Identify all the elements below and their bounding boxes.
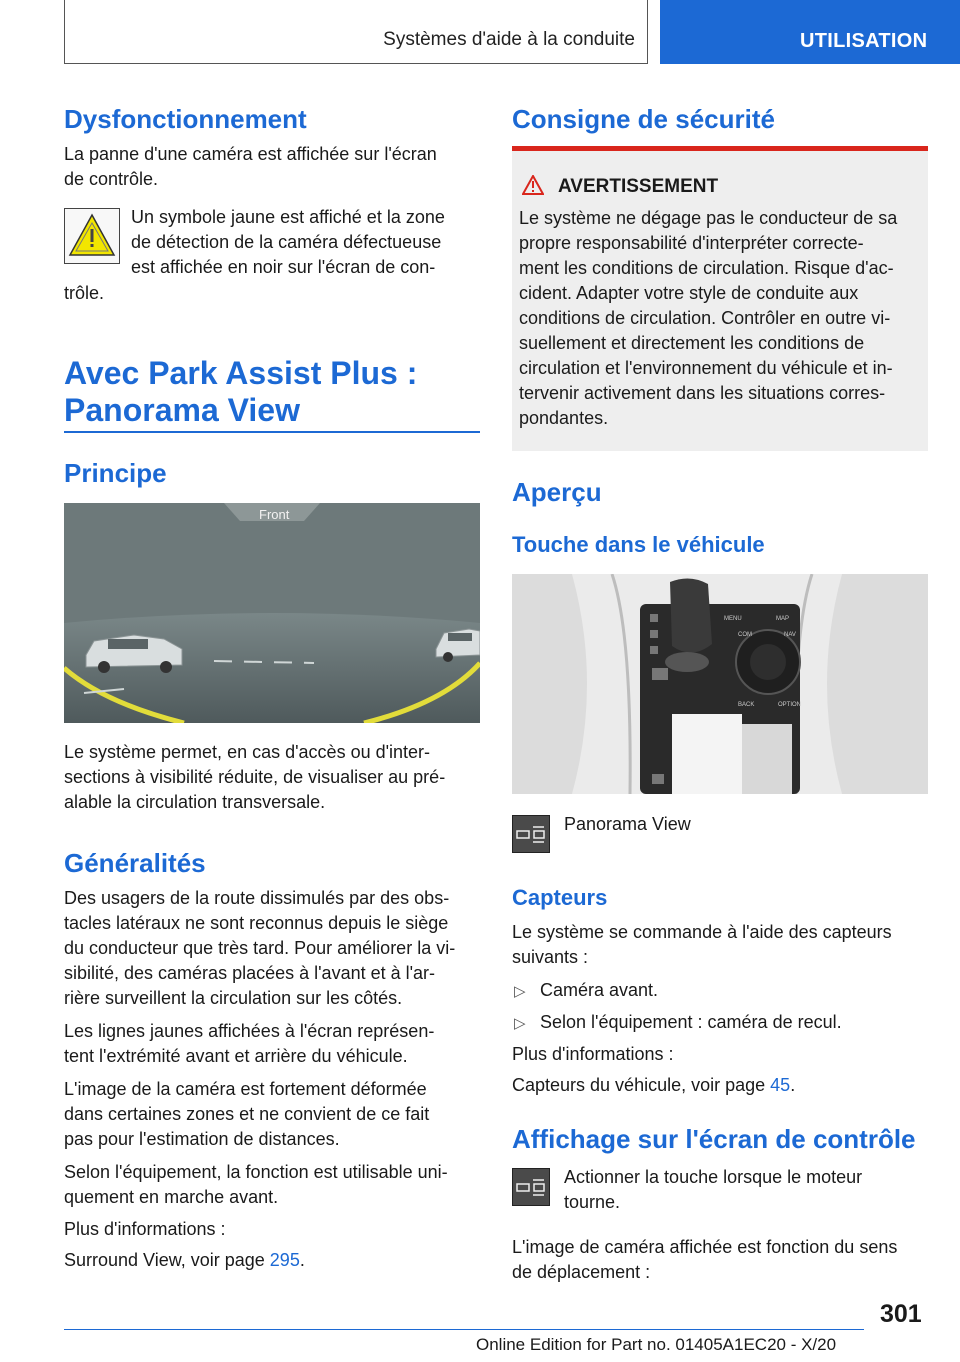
gen-p1-line3: du conducteur que très tard. Pour améliorer la vi- [64, 938, 456, 958]
gen-p3-line2: dans certaines zones et ne convient de ce fait [64, 1104, 430, 1124]
warning-line3: ment les conditions de circulation. Risque d'ac- [519, 258, 894, 278]
page-45-link[interactable]: 45 [770, 1075, 791, 1095]
console-image [512, 574, 928, 794]
gen-p2-line1: Les lignes jaunes affichées à l'écran représen- [64, 1021, 435, 1041]
gen-p4-line1: Selon l'équipement, la fonction est utilisable uni- [64, 1162, 448, 1182]
footer-edition: Online Edition for Part no. 01405A1EC20 - X/20 [476, 1335, 837, 1354]
capteurs-heading: Capteurs [512, 885, 608, 910]
bullet-item-1: Caméra avant. [540, 980, 659, 1000]
affichage-p-line2: tourne. [564, 1192, 621, 1212]
console-map-label: MAP [776, 616, 790, 622]
page-295-link[interactable]: 295 [269, 1250, 300, 1270]
warning-line7: circulation et l'environnement du véhicule et in- [519, 358, 893, 378]
gen-more-info: Plus d'informations : [64, 1219, 226, 1239]
gen-p1-line5: rière surveillent la circulation sur les côtés. [64, 988, 403, 1008]
footer-divider [64, 1329, 864, 1330]
warning-icon [522, 175, 544, 195]
capteurs-ref-end: . [790, 1075, 796, 1095]
capteurs-ref-text: Capteurs du véhicule, voir page [512, 1075, 771, 1095]
last-p-line2: de déplacement : [512, 1262, 651, 1282]
bullet-item-2: Selon l'équipement : caméra de recul. [540, 1012, 842, 1032]
warning-triangle-icon [64, 208, 120, 264]
gen-p3-line1: L'image de la caméra est fortement déformée [64, 1079, 427, 1099]
gen-p1-line2: tacles latéraux ne sont reconnus depuis le siège [64, 913, 449, 933]
last-p-line1: L'image de caméra affichée est fonction du sens [512, 1237, 898, 1257]
dysf-p1-line2: de contrôle. [64, 169, 159, 189]
main-title-line1: Avec Park Assist Plus : [64, 355, 418, 391]
panorama-view-icon [512, 815, 550, 853]
header-section-title: Systèmes d'aide à la conduite [383, 29, 635, 50]
capteurs-ref [512, 1073, 795, 1098]
apercu-heading: Aperçu [512, 477, 602, 507]
bullet-icon: ▷ [514, 1015, 526, 1032]
console-com-label: COM [738, 632, 752, 638]
dysf-p2-line4: trôle. [64, 283, 105, 303]
capteurs-more-info: Plus d'informations : [512, 1044, 674, 1064]
gen-p1-line1: Des usagers de la route dissimulés par des obs- [64, 888, 450, 908]
affichage-heading: Affichage sur l'écran de contrôle [512, 1124, 916, 1154]
header-section-box [64, 0, 648, 64]
dysf-p2-line1: Un symbole jaune est affiché et la zone [131, 207, 445, 227]
warning-label: AVERTISSEMENT [558, 176, 719, 197]
generalites-heading: Généralités [64, 848, 206, 878]
surround-view-ref-end: . [299, 1250, 305, 1270]
page-number: 301 [880, 1300, 922, 1328]
principe-p-line2: sections à visibilité réduite, de visualiser au pré- [64, 767, 446, 787]
dysf-p1-line1: La panne d'une caméra est affichée sur l'écran [64, 144, 437, 164]
safety-heading: Consigne de sécurité [512, 104, 775, 134]
surround-view-ref-text: Surround View, voir page [64, 1250, 270, 1270]
gen-p1-line4: sibilité, des caméras placées à l'avant et à l'ar- [64, 963, 436, 983]
dysfonctionnement-heading: Dysfonctionnement [64, 104, 307, 134]
dysf-p2-line3: est affichée en noir sur l'écran de con- [131, 257, 436, 277]
warning-line9: pondantes. [519, 408, 609, 428]
title-underline [64, 431, 480, 433]
principe-heading: Principe [64, 458, 167, 488]
dysf-p2-line2: de détection de la caméra défectueuse [131, 232, 442, 252]
warning-line2: propre responsabilité d'interpréter correcte- [519, 233, 864, 253]
capteurs-p-line2: suivants : [512, 947, 589, 967]
console-menu-label: MENU [724, 616, 742, 622]
image-front-label: Front [259, 507, 290, 522]
warning-line5: conditions de circulation. Contrôler en outre vi- [519, 308, 891, 328]
surround-view-ref [64, 1248, 305, 1273]
capteurs-p-line1: Le système se commande à l'aide des capteurs [512, 922, 892, 942]
bullet-icon: ▷ [514, 983, 526, 1000]
gen-p4-line2: quement en marche avant. [64, 1187, 279, 1207]
gen-p3-line3: pas pour l'estimation de distances. [64, 1129, 340, 1149]
console-nav-label: NAV [784, 632, 796, 638]
affichage-p-line1: Actionner la touche lorsque le moteur [564, 1167, 863, 1187]
console-back-label: BACK [738, 702, 755, 708]
warning-line4: cident. Adapter votre style de conduite aux [519, 283, 859, 303]
principe-p-line3: alable la circulation transversale. [64, 792, 326, 812]
console-option-label: OPTION [778, 702, 802, 708]
warning-line1: Le système ne dégage pas le conducteur de sa [519, 208, 898, 228]
main-title-line2: Panorama View [64, 392, 300, 428]
camera-view-image [64, 503, 480, 723]
warning-box [512, 146, 928, 451]
principe-p-line1: Le système permet, en cas d'accès ou d'inter- [64, 742, 431, 762]
gen-p2-line2: tent l'extrémité avant et arrière du véhicule. [64, 1046, 408, 1066]
panorama-view-icon [512, 1168, 550, 1206]
warning-line8: tervenir activement dans les situations corres- [519, 383, 886, 403]
header-tab[interactable] [660, 0, 960, 64]
panorama-view-label: Panorama View [564, 814, 691, 834]
header-tab-label: UTILISATION [800, 30, 928, 52]
touche-heading: Touche dans le véhicule [512, 532, 765, 557]
warning-line6: suellement et directement les conditions de [519, 333, 865, 353]
